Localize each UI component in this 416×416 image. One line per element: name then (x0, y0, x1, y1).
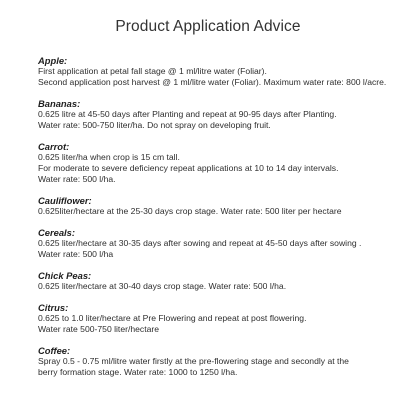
advice-line: First application at petal fall stage @ 1 ml/litre water (Foliar). (38, 66, 267, 76)
advice-line: 0.625 liter/hectare at 30-40 days crop stage. Water rate: 500 l/ha. (38, 281, 287, 291)
advice-line: 0.625liter/hectare at the 25-30 days crop stage. Water rate: 500 liter per hectare (38, 206, 342, 216)
page-title: Product Application Advice (115, 18, 301, 35)
advice-line: Water rate 500-750 liter/hectare (38, 324, 160, 334)
crop-name: Cauliflower: (38, 195, 92, 206)
entry-cereals (38, 227, 402, 260)
crop-name: Coffee: (38, 345, 71, 356)
entry-coffee (38, 345, 402, 378)
entry-chick-peas (38, 270, 402, 292)
entry-bananas (38, 98, 402, 131)
advice-line: 0.625 to 1.0 liter/hectare at Pre Flowering and repeat at post flowering. (38, 313, 307, 323)
crop-name: Citrus: (38, 302, 69, 313)
entry-citrus (38, 302, 402, 335)
advice-line: Second application post harvest @ 1 ml/litre water (Foliar). Maximum water rate: 800 l/acre. (38, 77, 387, 87)
entry-carrot (38, 141, 402, 185)
crop-name: Bananas: (38, 98, 81, 109)
advice-line: For moderate to severe deficiency repeat applications at 10 to 14 day intervals. (38, 163, 339, 173)
advice-line: Water rate: 500 l/ha (38, 249, 114, 259)
advice-line: 0.625 liter/hectare at 30-35 days after sowing and repeat at 45-50 days after sowing . (38, 238, 362, 248)
advice-line: 0.625 litre at 45-50 days after Planting and repeat at 90-95 days after Planting. (38, 109, 337, 119)
crop-name: Apple: (38, 55, 68, 66)
crop-name: Cereals: (38, 227, 76, 238)
advice-line: Water rate: 500 l/ha. (38, 174, 116, 184)
entry-apple (38, 55, 402, 88)
advice-line: berry formation stage. Water rate: 1000 to 1250 l/ha. (38, 367, 238, 377)
advice-line: Water rate: 500-750 liter/ha. Do not spray on developing fruit. (38, 120, 271, 130)
crop-name: Carrot: (38, 141, 70, 152)
crop-name: Chick Peas: (38, 270, 92, 281)
advice-line: Spray 0.5 - 0.75 ml/litre water firstly at the pre-flowering stage and secondly at the (38, 356, 349, 366)
advice-line: 0.625 liter/ha when crop is 15 cm tall. (38, 152, 180, 162)
entry-cauliflower (38, 195, 402, 217)
